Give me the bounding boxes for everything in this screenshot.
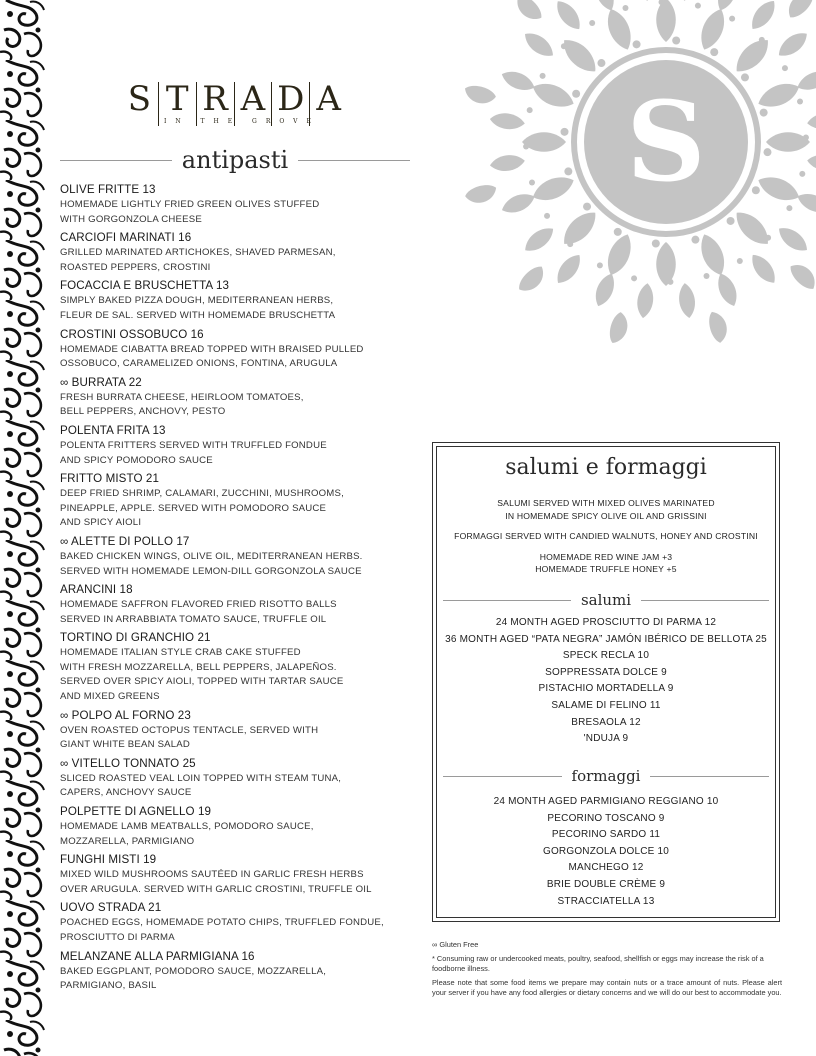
antipasti-heading	[60, 146, 410, 174]
salumi-item: PISTACHIO MORTADELLA 9	[538, 683, 674, 695]
menu-item-description: SERVED OVER SPICY AIOLI, TOPPED WITH TARTAR SAUCE	[60, 676, 344, 688]
medallion-ornament	[452, 0, 816, 368]
consumption-warning: * Consuming raw or undercooked meats, poultry, seafood, shellfish or eggs may increase the risk of a foodborne illness.	[432, 953, 764, 974]
section-title: salumi	[580, 591, 632, 609]
menu-item-description: BELL PEPPERS, ANCHOVY, PESTO	[60, 406, 226, 418]
antipasti-list	[60, 182, 430, 997]
section-title: antipasti	[181, 146, 289, 174]
menu-item-name: ∞ ALETTE DI POLLO 17	[60, 534, 190, 548]
menu-item-description: MIXED WILD MUSHROOMS SAUTÉED IN GARLIC FRESH HERBS	[60, 869, 364, 881]
menu-item-description: SERVED WITH HOMEMADE LEMON-DILL GORGONZOLA SAUCE	[60, 565, 362, 577]
addon-note: HOMEMADE RED WINE JAM +3	[539, 551, 673, 562]
menu-item-description: PARMIGIANO, BASIL	[60, 980, 157, 992]
menu-item-description: AND SPICY POMODORO SAUCE	[60, 454, 213, 466]
menu-item	[60, 327, 430, 372]
menu-item-description: MOZZARELLA, PARMIGIANO	[60, 835, 195, 847]
menu-item-description: POACHED EGGS, HOMEMADE POTATO CHIPS, TRUFFLED FONDUE,	[60, 917, 384, 929]
salumi-note: IN HOMEMADE SPICY OLIVE OIL AND GRISSINI	[505, 510, 707, 521]
menu-item-description: OVER ARUGULA. SERVED WITH GARLIC CROSTINI, TRUFFLE OIL	[60, 883, 372, 895]
menu-item-description: HOMEMADE SAFFRON FLAVORED FRIED RISOTTO BALLS	[60, 599, 337, 611]
salumi-item: 36 MONTH AGED “PATA NEGRA” JAMÓN IBÉRICO DE BELLOTA 25	[445, 633, 767, 645]
footnotes	[432, 940, 782, 1002]
logo-letter: D	[277, 79, 305, 119]
salumi-item: SALAME DI FELINO 11	[551, 699, 661, 711]
menu-item-name: POLPETTE DI AGNELLO 19	[60, 805, 212, 819]
salumi-heading	[443, 591, 769, 609]
menu-item-description: AND MIXED GREENS	[60, 691, 160, 703]
menu-item	[60, 852, 430, 897]
menu-item-name: MELANZANE ALLA PARMIGIANA 16	[60, 949, 255, 963]
menu-item-description: HOMEMADE LIGHTLY FRIED GREEN OLIVES STUFFED	[60, 199, 320, 210]
menu-item-description: SERVED IN ARRABBIATA TOMATO SAUCE, TRUFFLE OIL	[60, 613, 327, 625]
menu-item-name: FRITTO MISTO 21	[60, 472, 159, 486]
menu-item	[60, 630, 430, 704]
logo-letter: T	[165, 79, 189, 119]
formaggi-note: FORMAGGI SERVED WITH CANDIED WALNUTS, HONEY AND CROSTINI	[454, 531, 758, 541]
menu-item-name: ARANCINI 18	[60, 583, 133, 597]
menu-item	[60, 708, 430, 753]
menu-item	[60, 375, 430, 420]
menu-item-name: CROSTINI OSSOBUCO 16	[60, 327, 204, 341]
menu-item-description: HOMEMADE CIABATTA BREAD TOPPED WITH BRAISED PULLED	[60, 343, 364, 355]
salumi-item: 'NDUJA 9	[583, 733, 629, 745]
menu-item	[60, 582, 430, 627]
menu-item	[60, 423, 430, 468]
menu-item-description: POLENTA FRITTERS SERVED WITH TRUFFLED FONDUE	[60, 439, 327, 451]
salumi-item: 24 MONTH AGED PROSCIUTTO DI PARMA 12	[495, 617, 717, 628]
menu-item-description: ROASTED PEPPERS, CROSTINI	[60, 261, 211, 273]
menu-item-description: FRESH BURRATA CHEESE, HEIRLOOM TOMATOES,	[60, 391, 304, 403]
formaggi-list	[433, 794, 779, 910]
menu-item-description: HOMEMADE ITALIAN STYLE CRAB CAKE STUFFED	[60, 647, 301, 659]
strada-logo	[124, 79, 344, 130]
menu-item	[60, 534, 430, 579]
logo-letter: R	[202, 79, 228, 119]
logo-letter: A	[316, 79, 341, 119]
menu-item-name: OLIVE FRITTE 13	[60, 183, 156, 196]
salumi-formaggi-box	[432, 442, 780, 922]
formaggi-heading	[443, 767, 769, 785]
menu-item-name: FOCACCIA E BRUSCHETTA 13	[60, 279, 230, 293]
menu-item	[60, 230, 430, 275]
formaggi-item: BRIE DOUBLE CRÈME 9	[546, 878, 666, 890]
box-title: salumi e formaggi	[505, 455, 707, 480]
menu-item-name: ∞ POLPO AL FORNO 23	[60, 708, 191, 722]
menu-item	[60, 471, 430, 531]
menu-item-description: CAPERS, ANCHOVY SAUCE	[60, 787, 192, 799]
menu-item-description: SLICED ROASTED VEAL LOIN TOPPED WITH STEAM TUNA,	[60, 772, 342, 784]
formaggi-item: 24 MONTH AGED PARMIGIANO REGGIANO 10	[493, 796, 719, 807]
menu-item-name: POLENTA FRITA 13	[60, 423, 166, 437]
formaggi-item: PECORINO SARDO 11	[551, 829, 661, 841]
menu-item	[60, 804, 430, 849]
ornamental-border	[0, 0, 46, 1056]
menu-item-description: GIANT WHITE BEAN SALAD	[60, 739, 191, 751]
menu-item	[60, 900, 430, 945]
menu-item-description: WITH GORGONZOLA CHEESE	[60, 213, 202, 225]
logo-subtitle: IN THE GROVE	[164, 118, 320, 125]
menu-item-description: OSSOBUCO, CARAMELIZED ONIONS, FONTINA, ARUGULA	[60, 358, 338, 370]
menu-item-description: BAKED CHICKEN WINGS, OLIVE OIL, MEDITERRANEAN HERBS.	[60, 550, 363, 562]
menu-item-name: UOVO STRADA 21	[60, 901, 162, 915]
menu-item-description: PINEAPPLE, APPLE. SERVED WITH POMODORO SAUCE	[60, 502, 327, 514]
allergy-note: Please note that some food items we prepare may contain nuts or a trace amount of nuts. Please alert your server if you have any food allergies or dietary concerns and we will do our best to accommodate you.	[432, 977, 782, 998]
menu-item-description: AND SPICY AIOLI	[60, 517, 142, 529]
menu-item-description: HOMEMADE LAMB MEATBALLS, POMODORO SAUCE,	[60, 821, 314, 833]
menu-item	[60, 278, 430, 323]
menu-item-name: FUNGHI MISTI 19	[60, 853, 157, 867]
section-title: formaggi	[571, 767, 641, 785]
menu-item-name: ∞ BURRATA 22	[60, 375, 142, 389]
menu-item	[60, 182, 430, 227]
salumi-item: SPECK RECLA 10	[562, 650, 650, 662]
formaggi-item: STRACCIATELLA 13	[557, 895, 655, 907]
menu-item-name: CARCIOFI MARINATI 16	[60, 231, 192, 245]
menu-item-description: SIMPLY BAKED PIZZA DOUGH, MEDITERRANEAN HERBS,	[60, 295, 334, 307]
menu-item-description: PROSCIUTTO DI PARMA	[60, 932, 175, 943]
medallion-letter: S	[626, 77, 706, 206]
formaggi-item: PECORINO TOSCANO 9	[547, 812, 665, 824]
gluten-free-note: ∞ Gluten Free	[432, 940, 479, 949]
formaggi-item: MANCHEGO 12	[568, 862, 644, 874]
salumi-note: SALUMI SERVED WITH MIXED OLIVES MARINATED	[497, 498, 715, 508]
menu-item-description: OVEN ROASTED OCTOPUS TENTACLE, SERVED WITH	[60, 724, 319, 736]
salumi-item: SOPPRESSATA DOLCE 9	[545, 666, 667, 678]
formaggi-item: GORGONZOLA DOLCE 10	[542, 845, 670, 857]
logo-letter: A	[240, 79, 266, 119]
menu-item-description: GRILLED MARINATED ARTICHOKES, SHAVED PARMESAN,	[60, 247, 336, 259]
logo-letter: S	[127, 79, 152, 119]
salumi-list	[433, 615, 779, 748]
menu-item-description: DEEP FRIED SHRIMP, CALAMARI, ZUCCHINI, MUSHROOMS,	[60, 488, 344, 500]
menu-item-description: BAKED EGGPLANT, POMODORO SAUCE, MOZZARELLA,	[60, 965, 327, 977]
menu-item-name: TORTINO DI GRANCHIO 21	[60, 631, 211, 645]
menu-item-name: ∞ VITELLO TONNATO 25	[60, 756, 196, 770]
menu-item-description: WITH FRESH MOZZARELLA, BELL PEPPERS, JALAPEÑOS.	[60, 661, 337, 673]
salumi-item: BRESAOLA 12	[571, 716, 641, 728]
menu-item	[60, 949, 430, 994]
menu-item-description: FLEUR DE SAL. SERVED WITH HOMEMADE BRUSCHETTA	[60, 309, 336, 321]
addon-note: HOMEMADE TRUFFLE HONEY +5	[535, 564, 677, 574]
menu-item	[60, 756, 430, 801]
